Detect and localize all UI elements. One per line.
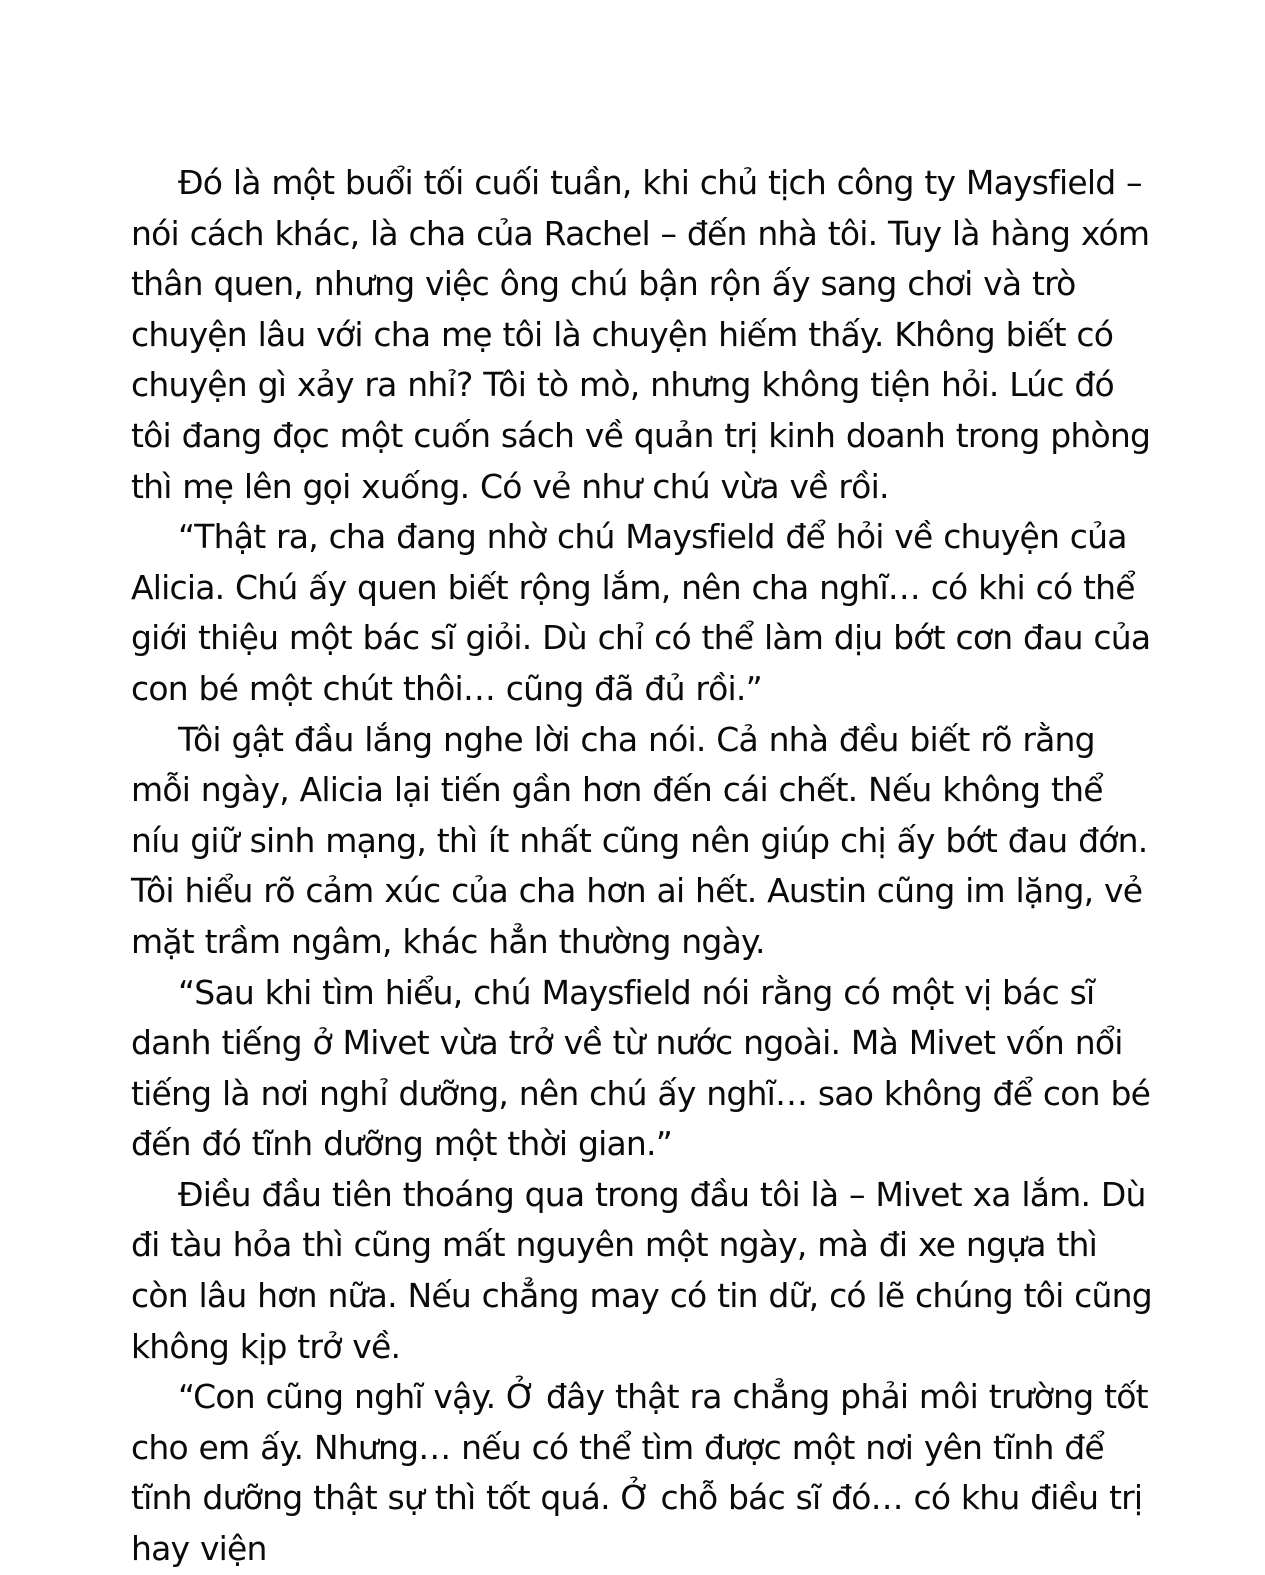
paragraph-5: Điều đầu tiên thoáng qua trong đầu tôi là – Mivet xa lắm. Dù đi tàu hỏa thì cũng mất nguyên một ngày, mà đi xe ngựa thì còn lâu hơn nữa. Nếu chẳng may có tin dữ, có lẽ chúng tôi cũng không kịp trở về. [131, 1174, 1152, 1366]
paragraph-6: “Con cũng nghĩ vậy. Ở đây thật ra chẳng phải môi trường tốt cho em ấy. Nhưng… nếu có thể tìm được một nơi yên tĩnh để tĩnh dưỡng thật sự thì tốt quá. Ở chỗ bác sĩ đó… có khu điều trị hay viện [131, 1377, 1148, 1569]
story-text [131, 158, 1161, 1575]
paragraph-1: Đó là một buổi tối cuối tuần, khi chủ tịch công ty Maysfield – nói cách khác, là cha của Rachel – đến nhà tôi. Tuy là hàng xóm thân quen, nhưng việc ông chú bận rộn ấy sang chơi và trò chuyện lâu với cha mẹ tôi là chuyện hiếm thấy. Không biết có chuyện gì xảy ra nhỉ? Tôi tò mò, nhưng không tiện hỏi. Lúc đó tôi đang đọc một cuốn sách về quản trị kinh doanh trong phòng thì mẹ lên gọi xuống. Có vẻ như chú vừa về rồi. [131, 163, 1151, 506]
paragraph-3: Tôi gật đầu lắng nghe lời cha nói. Cả nhà đều biết rõ rằng mỗi ngày, Alicia lại tiến gần hơn đến cái chết. Nếu không thể níu giữ sinh mạng, thì ít nhất cũng nên giúp chị ấy bớt đau đớn. Tôi hiểu rõ cảm xúc của cha hơn ai hết. Austin cũng im lặng, vẻ mặt trầm ngâm, khác hẳn thường ngày. [131, 719, 1148, 961]
paragraph-4: “Sau khi tìm hiểu, chú Maysfield nói rằng có một vị bác sĩ danh tiếng ở Mivet vừa trở về từ nước ngoài. Mà Mivet vốn nổi tiếng là nơi nghỉ dưỡng, nên chú ấy nghĩ… sao không để con bé đến đó tĩnh dưỡng một thời gian.” [131, 972, 1151, 1164]
paragraph-2: “Thật ra, cha đang nhờ chú Maysfield để hỏi về chuyện của Alicia. Chú ấy quen biết rộng lắm, nên cha nghĩ… có khi có thể giới thiệu một bác sĩ giỏi. Dù chỉ có thể làm dịu bớt cơn đau của con bé một chút thôi… cũng đã đủ rồi.” [131, 517, 1151, 708]
